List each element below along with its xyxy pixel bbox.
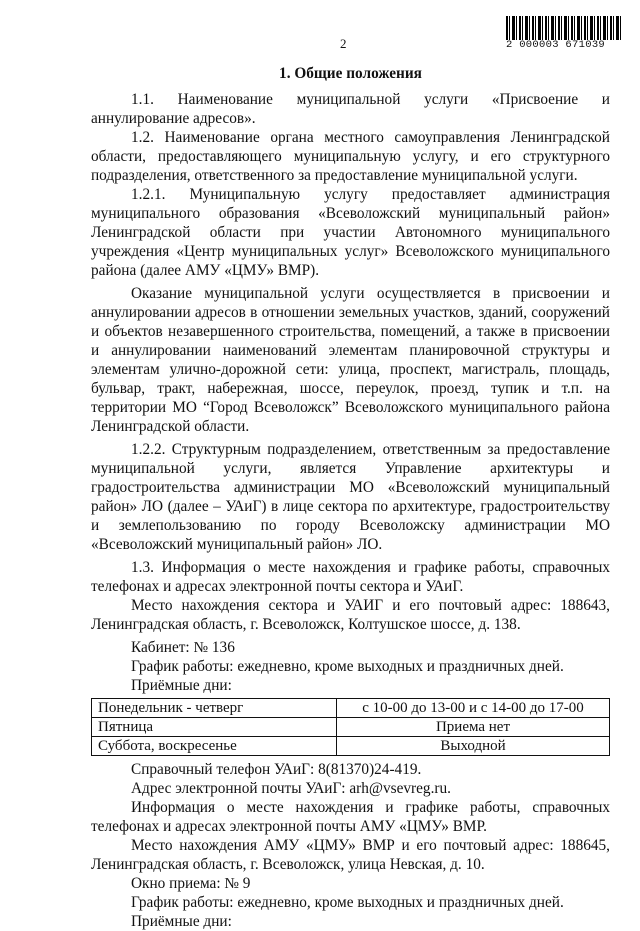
barcode [506,16,622,51]
paragraph: Информация о месте нахождения и графике работы, справочных телефонах и адресах электронной почты АМУ «ЦМУ» ВМР. [91,799,610,835]
barcode-number: 2 000003 671039 [506,39,606,51]
paragraph: 1.2. Наименование органа местного самоуправления Ленинградской области, предоставляющего муниципальную услугу, и его структурного подразделения, ответственного за предоставление муниципальной услуги. [91,129,610,184]
paragraph: Окно приема: № 9 [131,875,251,892]
schedule-hours: с 10-00 до 13-00 и с 14-00 до 17-00 [337,699,610,718]
schedule-hours: Приема нет [337,718,610,737]
paragraph: Место нахождения сектора и УАИГ и его почтовый адрес: 188643, Ленинградская область, г. Всеволожск, Колтушское шоссе, д. 138. [91,597,610,633]
schedule-hours: Выходной [337,737,610,756]
paragraph: График работы: ежедневно, кроме выходных и праздничных дней. [131,894,564,911]
paragraph: 1.2.1. Муниципальную услугу предоставляет администрация муниципального образования «Всеволожский муниципальный район» Ленинградской области при участии Автономного муниципального учреждения «Центр муниципальных услуг» Всеволожского муниципального района (далее АМУ «ЦМУ» ВМР). [91,186,610,279]
paragraph: Кабинет: № 136 [131,639,235,656]
document-body [91,64,610,931]
paragraph: Приёмные дни: [131,677,232,694]
paragraph: Справочный телефон УАиГ: 8(81370)24-419. [131,761,422,778]
page-number: 2 [340,36,347,51]
schedule-days: Пятница [92,718,337,737]
paragraph: Место нахождения АМУ «ЦМУ» ВМР и его почтовый адрес: 188645, Ленинградская область, г. Всеволожск, улица Невская, д. 10. [91,837,610,873]
table-row [92,718,610,737]
section-heading: 1. Общие положения [279,65,422,82]
schedule-table [91,698,610,756]
schedule-days: Суббота, воскресенье [92,737,337,756]
schedule-days: Понедельник - четверг [92,699,337,718]
paragraph: 1.3. Информация о месте нахождения и графике работы, справочных телефонах и адресах электронной почты сектора и УАиГ. [91,559,610,595]
paragraph: График работы: ежедневно, кроме выходных и праздничных дней. [131,658,564,675]
table-row [92,699,610,718]
paragraph: 1.2.2. Структурным подразделением, ответственным за предоставление муниципальной услуги, является Управление архитектуры и градостроительства администрации МО «Всеволожский муниципальный район» ЛО (далее – УАиГ) в лице сектора по архитектуре, градостроительству и землепользованию по городу Всеволожску администрации МО «Всеволожский муниципальный район» ЛО. [91,441,610,553]
paragraph: Приёмные дни: [131,913,232,930]
table-row [92,737,610,756]
paragraph: Адрес электронной почты УАиГ: arh@vsevreg.ru. [131,780,451,797]
paragraph: 1.1. Наименование муниципальной услуги «Присвоение и аннулирование адресов». [91,91,610,127]
barcode-bars [506,16,622,40]
paragraph: Оказание муниципальной услуги осуществляется в присвоении и аннулировании адресов в отношении земельных участков, зданий, сооружений и объектов незавершенного строительства, помещений, а также в присвоении и аннулировании наименований элементам планировочной структуры и элементам улично-дорожной сети: улица, проспект, магистраль, площадь, бульвар, тракт, набережная, шоссе, переулок, проезд, тупик и т.п. на территории МО “Город Всеволожск” Всеволожского муниципального района Ленинградской области. [91,285,610,435]
